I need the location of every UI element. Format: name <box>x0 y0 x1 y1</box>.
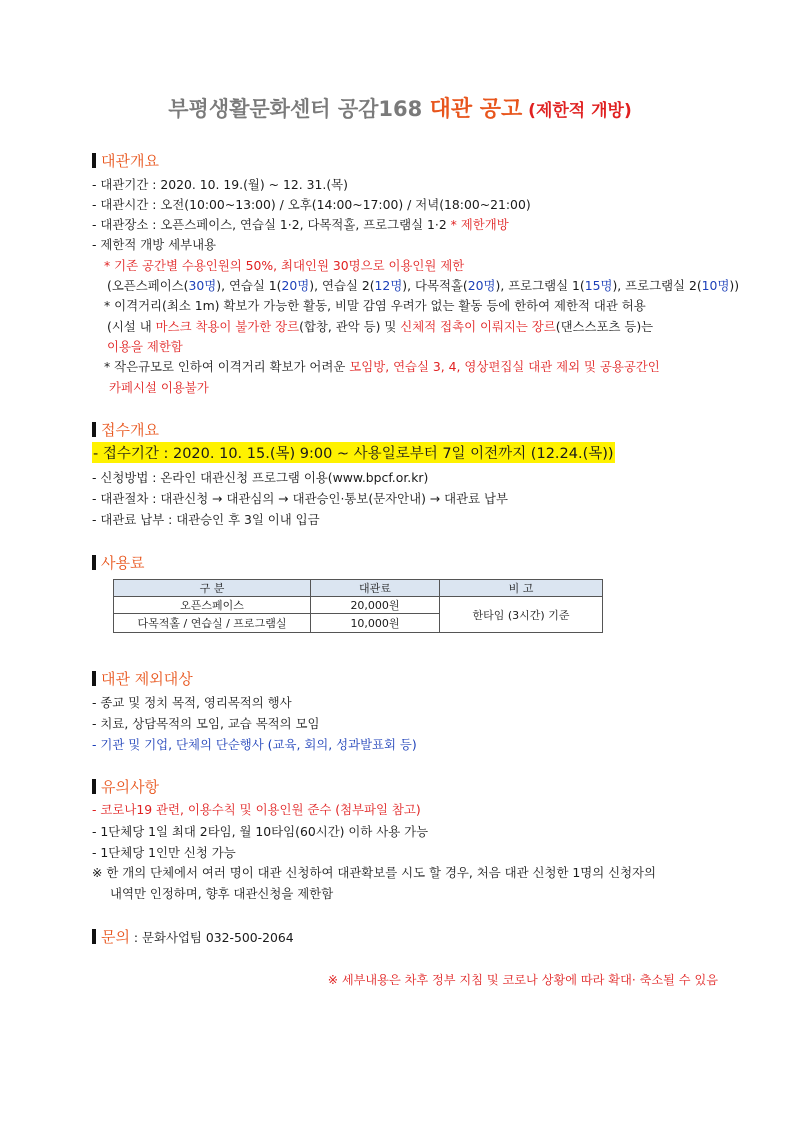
list-item: - 코로나19 관련, 이용수칙 및 이용인원 준수 (첨부파일 참고) <box>92 802 421 817</box>
section-heading-notes: 유의사항 <box>92 776 159 797</box>
section-bar-icon <box>92 153 96 168</box>
limited-badge: * 제한개방 <box>450 217 509 232</box>
table-cell-price: 20,000원 <box>311 597 440 614</box>
mask-note: (시설 내 마스크 착용이 불가한 장르(합창, 관악 등) 및 신체적 접촉이 이뤄지는 장르(댄스스포츠 등)는 <box>107 319 654 334</box>
list-item: - 1단체당 1인만 신청 가능 <box>92 845 236 860</box>
reception-method: - 신청방법 : 온라인 대관신청 프로그램 이용(www.bpcf.or.kr) <box>92 470 429 485</box>
overview-period: - 대관기간 : 2020. 10. 19.(월) ~ 12. 31.(목) <box>92 177 348 192</box>
title-limited: (제한적 개방) <box>522 101 632 121</box>
overview-hours: - 대관시간 : 오전(10:00~13:00) / 오후(14:00~17:00) / 저녁(18:00~21:00) <box>92 197 531 212</box>
contact-value: : 문화사업팀 032-500-2064 <box>129 930 294 945</box>
table-header-row <box>114 580 603 597</box>
footer-note: ※ 세부내용은 차후 정부 지침 및 코로나 상황에 따라 확대· 축소될 수 있음 <box>327 973 718 987</box>
table-cell-price: 10,000원 <box>311 614 440 633</box>
section-bar-icon <box>92 671 96 686</box>
table-header-cell: 대관료 <box>311 580 440 597</box>
overview-place: - 대관장소 : 오픈스페이스, 연습실 1·2, 다목적홀, 프로그램실 1·2 * 제한개방 <box>92 217 509 232</box>
table-cell-space: 다목적홀 / 연습실 / 프로그램실 <box>114 614 311 633</box>
reception-period-highlight: - 접수기간 : 2020. 10. 15.(목) 9:00 ~ 사용일로부터 7일 이전까지 (12.24.(목)) <box>92 442 615 463</box>
table-header-cell: 구 분 <box>114 580 311 597</box>
fee-table <box>113 579 603 633</box>
section-bar-icon <box>92 555 96 570</box>
distance-note: * 이격거리(최소 1m) 확보가 가능한 활동, 비말 감염 우려가 없는 활동 등에 한하여 제한적 대관 허용 <box>104 298 646 313</box>
list-item: - 기관 및 기업, 단체의 단순행사 (교육, 회의, 성과발표회 등) <box>92 737 417 752</box>
reception-procedure: - 대관절차 : 대관신청 → 대관심의 → 대관승인·통보(문자안내) → 대관료 납부 <box>92 491 508 506</box>
section-heading-contact: 문의 : 문화사업팀 032-500-2064 <box>92 926 294 947</box>
list-item: - 치료, 상담목적의 모임, 교습 목적의 모임 <box>92 716 320 731</box>
capacity-note: * 기존 공간별 수용인원의 50%, 최대인원 30명으로 이용인원 제한 <box>104 258 465 273</box>
title-center-name: 부평생활문화센터 공감168 <box>168 97 430 121</box>
section-heading-exclusion: 대관 제외대상 <box>92 668 193 689</box>
overview-limit-title: - 제한적 개방 세부내용 <box>92 237 217 252</box>
table-header-cell: 비 고 <box>440 580 603 597</box>
section-bar-icon <box>92 422 96 437</box>
section-heading-overview: 대관개요 <box>92 150 159 171</box>
section-heading-reception: 접수개요 <box>92 419 159 440</box>
title-notice: 대관 공고 <box>429 97 523 122</box>
multi-apply-note: ※ 한 개의 단체에서 여러 명이 대관 신청하여 대관확보를 시도 할 경우, 처음 대관 신청한 1명의 신청자의 <box>92 865 656 880</box>
small-room-note: * 작은규모로 인하여 이격거리 확보가 어려운 모임방, 연습실 3, 4, 영상편집실 대관 제외 및 공용공간인 <box>104 359 660 374</box>
table-cell-space: 오픈스페이스 <box>114 597 311 614</box>
reception-payment: - 대관료 납부 : 대관승인 후 3일 이내 입금 <box>92 512 320 527</box>
section-bar-icon <box>92 929 96 944</box>
table-row <box>114 597 603 614</box>
list-item: - 1단체당 1일 최대 2타임, 월 10타임(60시간) 이하 사용 가능 <box>92 824 429 839</box>
table-cell-remark: 한타임 (3시간) 기준 <box>440 597 603 633</box>
page-title <box>0 92 800 123</box>
multi-apply-note-end: 내역만 인정하며, 향후 대관신청을 제한함 <box>110 886 334 901</box>
section-bar-icon <box>92 779 96 794</box>
list-item: - 종교 및 정치 목적, 영리목적의 행사 <box>92 695 292 710</box>
section-heading-fee: 사용료 <box>92 552 144 573</box>
small-room-note-end: 카페시설 이용불가 <box>109 380 209 395</box>
capacity-detail: (오픈스페이스(30명), 연습실 1(20명), 연습실 2(12명), 다목적홀(20명), 프로그램실 1(15명), 프로그램실 2(10명)) <box>107 278 740 293</box>
mask-note-end: 이용을 제한함 <box>107 339 183 354</box>
